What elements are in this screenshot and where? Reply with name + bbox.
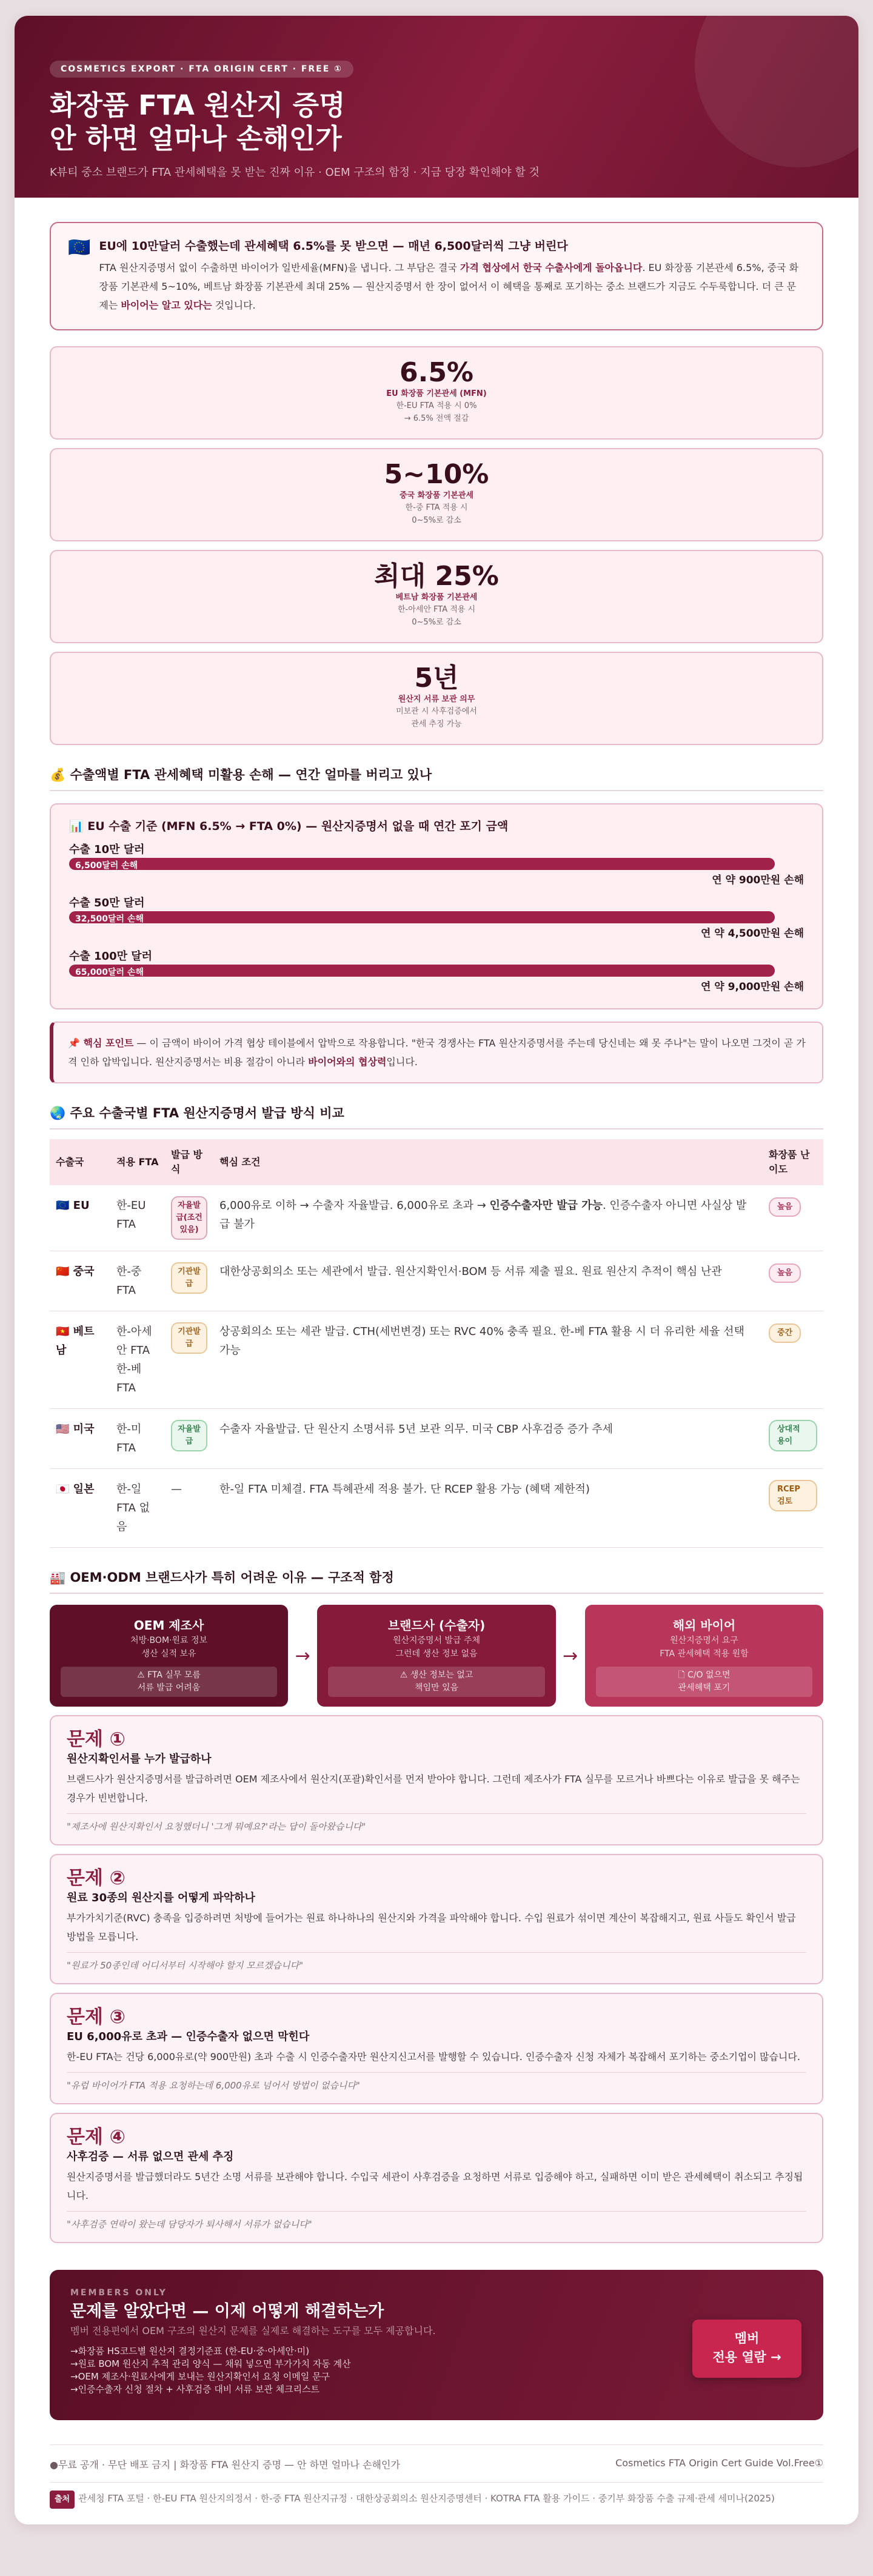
- table-header: 핵심 조건: [219, 1156, 261, 1168]
- flow-box-desc: FTA 관세혜택 적용 원함: [660, 1649, 749, 1659]
- fta-cell: 한-아세안 FTA 한-베 FTA: [110, 1311, 165, 1409]
- stat-card: [50, 550, 823, 643]
- loss-row-label: 수출 10만 달러: [69, 843, 145, 856]
- method-pill: 기관발급: [171, 1322, 207, 1354]
- loss-row: [69, 843, 804, 888]
- stat-label: 베트남 화장품 기본관세: [395, 593, 478, 602]
- problem-number: 문제 ②: [67, 1867, 125, 1889]
- flow-box-title: OEM 제조사: [133, 1618, 204, 1633]
- problem-title: 원산지확인서를 누가 발급하나: [67, 1753, 212, 1765]
- alert-emphasis: 가격 협상에서 한국 수출사에게 돌아옵니다: [460, 262, 643, 273]
- footer: [50, 2444, 823, 2482]
- problem-number: 문제 ①: [67, 1728, 125, 1750]
- condition-cell: 상공회의소 또는 세관 발급. CTH(세번변경) 또는 RVC 40% 충족 필요. 한-베 FTA 활용 시 더 유리한 세율 선택 가능: [213, 1311, 763, 1409]
- country-cell: 🇺🇸 미국: [50, 1409, 110, 1469]
- main-content: [15, 198, 858, 2524]
- flow-box-oem: [50, 1605, 288, 1707]
- problem-desc: 부가가치기준(RVC) 충족을 입증하려면 처방에 들어가는 원료 하나하나의 원산지와 가격을 파악해야 합니다. 수입 원료가 섞이면 계산이 복잡해지고, 원료 사들도 확인서 발급 방법을 모릅니다.: [67, 1912, 796, 1942]
- table-header: 발급 방식: [171, 1149, 202, 1175]
- table-row: [50, 1251, 823, 1311]
- hero-banner: [15, 16, 858, 198]
- problem-quote: "제조사에 원산지확인서 요청했더니 '그게 뭐예요?'라는 답이 돌아왔습니다": [67, 1813, 806, 1833]
- source-line: [50, 2482, 823, 2524]
- stat-value: 최대 25%: [374, 561, 499, 592]
- cta-line: 전용 열람 →: [712, 2350, 781, 2364]
- condition-emphasis: 인증수출자만 발급 가능: [489, 1199, 603, 1212]
- hero-subtitle: K뷰티 중소 브랜드가 FTA 관세혜택을 못 받는 진짜 이유 · OEM 구조의 함정 · 지금 당장 확인해야 할 것: [50, 166, 540, 179]
- flow-chip-line: 관세혜택 포기: [678, 1683, 731, 1693]
- flow-box-brand: [317, 1605, 555, 1707]
- country-cell: 🇻🇳 베트남: [50, 1311, 110, 1409]
- stat-card: [50, 652, 823, 745]
- flow-box-chip: [328, 1667, 544, 1697]
- flow-box-desc: 처방·BOM·원료 정보: [130, 1636, 208, 1645]
- fta-comparison-table: [50, 1139, 823, 1548]
- condition-cell: 한-일 FTA 미체결. FTA 특혜관세 적용 불가. 단 RCEP 활용 가능 (혜택 제한적): [213, 1469, 763, 1548]
- source-text: 관세청 FTA 포털 · 한-EU FTA 원산지의정서 · 한-중 FTA 원산지규정 · 대한상공회의소 원산지증명센터 · KOTRA FTA 활용 가이드 · 중기부 화장품 수출 규제·관세 세미나(2025): [78, 2493, 775, 2504]
- problem-desc: 한-EU FTA는 건당 6,000유로(약 900만원) 초과 수출 시 인증수출자만 원산지신고서를 발행할 수 있습니다. 인증수출자 신청 자체가 복잡해서 포기하는 중소기업이 많습니다.: [67, 2051, 800, 2062]
- stat-note: 한-중 FTA 적용 시: [405, 503, 468, 512]
- supply-flow-diagram: [50, 1605, 823, 1707]
- stat-value: 5~10%: [384, 459, 489, 490]
- loss-row-label: 수출 50만 달러: [69, 897, 145, 909]
- loss-row: [69, 897, 804, 942]
- alert-text: 것입니다.: [212, 299, 256, 311]
- problem-quote: "원료가 50종인데 어디서부터 시작해야 할지 모르겠습니다": [67, 1952, 806, 1972]
- problem-desc: 브랜드사가 원산지증명서를 발급하려면 OEM 제조사에서 원산지(포괄)확인서를 먼저 받아야 합니다. 그런데 제조사가 FTA 실무를 모르거나 바쁘다는 이유로 발급을 못 해주는 경우가 빈번합니다.: [67, 1773, 800, 1804]
- loss-bar-text: 65,000달러 손해: [75, 968, 144, 977]
- loss-chart-box: [50, 803, 823, 1009]
- difficulty-cell: [763, 1409, 823, 1469]
- alert-text: FTA 원산지증명서 없이 수출하면 바이어가 일반세율(MFN)을 냅니다. 그 부담은 결국: [99, 262, 460, 273]
- loss-row-value: 연 약 900만원 손해: [712, 874, 804, 886]
- loss-bar: [69, 858, 775, 870]
- fta-cell: 한-일 FTA 없음: [110, 1469, 165, 1548]
- stat-note: 0~5%로 감소: [412, 516, 461, 525]
- problem-number: 문제 ④: [67, 2126, 125, 2148]
- cta-line: 멤버: [734, 2331, 760, 2346]
- problem-card: [50, 1993, 823, 2104]
- stat-card: [50, 448, 823, 541]
- stat-label: 원산지 서류 보관 의무: [398, 695, 475, 704]
- table-header: 적용 FTA: [116, 1156, 159, 1168]
- table-row: [50, 1469, 823, 1548]
- table-row: [50, 1185, 823, 1251]
- section-title-loss: 💰 수출액별 FTA 관세혜택 미활용 손해 — 연간 얼마를 버리고 있나: [50, 766, 823, 791]
- problem-title: 원료 30종의 원산지를 어떻게 파악하나: [67, 1892, 255, 1904]
- problem-card: [50, 2113, 823, 2243]
- difficulty-badge: RCEP 검토: [769, 1480, 817, 1511]
- members-view-button[interactable]: [692, 2320, 801, 2378]
- stat-note: 미보관 시 사후검증에서: [396, 707, 477, 716]
- loss-row-label: 수출 100만 달러: [69, 950, 153, 963]
- loss-row: [69, 950, 804, 995]
- flow-chip-line: ⚠ 생산 정보는 없고: [400, 1670, 473, 1680]
- table-header-row: [50, 1139, 823, 1185]
- difficulty-cell: [763, 1469, 823, 1548]
- flow-box-desc: 그런데 생산 정보 없음: [395, 1649, 478, 1659]
- members-title: 문제를 알았다면 — 이제 어떻게 해결하는가: [70, 2302, 384, 2321]
- country-cell: 🇨🇳 중국: [50, 1251, 110, 1311]
- flow-box-chip: [61, 1667, 277, 1697]
- difficulty-cell: [763, 1185, 823, 1251]
- list-item: →화장품 HS코드별 원산지 결정기준표 (한-EU·중·아세안·미): [70, 2346, 310, 2357]
- flow-box-desc: 원산지증명서 요구: [670, 1636, 738, 1645]
- condition-cell: 대한상공회의소 또는 세관에서 발급. 원산지확인서·BOM 등 서류 제출 필요. 원료 원산지 추적이 핵심 난관: [213, 1251, 763, 1311]
- members-banner: [50, 2270, 823, 2420]
- key-point-text: 입니다.: [386, 1056, 418, 1068]
- stat-card: [50, 346, 823, 440]
- method-cell: [165, 1251, 213, 1311]
- alert-text: . EU 화장품 기본관세 6.5%, 중국 화장품 기본관세 5~10%, 베트남 화장품 기본관세 최대 25% — 원산지증명서 한 장이 없어서 이 혜택을 통째로 포기하는 중소 브랜드가 지금도 수두룩합니다. 더 큰 문제는: [99, 262, 799, 311]
- flow-chip-line: 서류 발급 어려움: [137, 1683, 201, 1693]
- alert-emphasis: 바이어는 알고 있다는: [121, 299, 212, 311]
- members-kicker: MEMBERS ONLY: [70, 2288, 167, 2298]
- difficulty-cell: [763, 1251, 823, 1311]
- stat-value: 5년: [414, 663, 459, 694]
- difficulty-badge: 높음: [769, 1263, 801, 1283]
- country-cell: 🇯🇵 일본: [50, 1469, 110, 1548]
- problem-card: [50, 1854, 823, 1984]
- flow-chip-line: 책임만 있음: [414, 1683, 459, 1693]
- arrow-right-icon: →: [563, 1645, 578, 1667]
- footer-right: Cosmetics FTA Origin Cert Guide Vol.Free①: [615, 2457, 823, 2469]
- loss-bar-text: 32,500달러 손해: [75, 914, 144, 924]
- stat-note: 한-아세안 FTA 적용 시: [397, 605, 476, 614]
- fta-cell: 한-중 FTA: [110, 1251, 165, 1311]
- difficulty-cell: [763, 1311, 823, 1409]
- loss-row-value: 연 약 9,000만원 손해: [700, 981, 804, 993]
- method-pill: 기관발급: [171, 1262, 207, 1294]
- eu-flag-icon: 🇪🇺: [68, 237, 91, 258]
- stat-note: → 6.5% 전액 절감: [404, 414, 469, 423]
- alert-title: EU에 10만달러 수출했는데 관세혜택 6.5%를 못 받으면 — 매년 6,500달러씩 그냥 버린다: [99, 239, 568, 253]
- table-row: [50, 1311, 823, 1409]
- footer-left: ●무료 공개 · 무단 배포 금지 | 화장품 FTA 원산지 증명 — 안 하면 얼마나 손해인가: [50, 2459, 400, 2471]
- key-point-head: 📌 핵심 포인트: [68, 1037, 134, 1049]
- section-title-oem: 🏭 OEM·ODM 브랜드사가 특히 어려운 이유 — 구조적 함정: [50, 1568, 823, 1594]
- problem-title: EU 6,000유로 초과 — 인증수출자 없으면 막힌다: [67, 2030, 310, 2043]
- problem-quote: "유럽 바이어가 FTA 적용 요청하는데 6,000유로 넘어서 방법이 없습니다": [67, 2072, 806, 2092]
- title-line-2: 안 하면 얼마나 손해인가: [50, 122, 342, 155]
- source-tag: 출처: [50, 2491, 75, 2509]
- table-row: [50, 1409, 823, 1469]
- method-cell: [165, 1185, 213, 1251]
- method-cell: —: [165, 1469, 213, 1548]
- table-header: 화장품 난이도: [769, 1149, 810, 1175]
- list-item: →인증수출자 신청 절차 + 사후검증 대비 서류 보관 체크리스트: [70, 2384, 320, 2395]
- section-title-table: 🌏 주요 수출국별 FTA 원산지증명서 발급 방식 비교: [50, 1104, 823, 1129]
- page: [15, 16, 858, 2524]
- flow-box-buyer: [585, 1605, 823, 1707]
- table-header: 수출국: [56, 1156, 84, 1168]
- list-item: →원료 BOM 원산지 추적 관리 양식 — 채워 넣으면 부가가치 자동 계산: [70, 2358, 351, 2369]
- key-point-box: [50, 1022, 823, 1083]
- flow-box-chip: [596, 1667, 812, 1697]
- flow-box-desc: 생산 실적 보유: [141, 1649, 196, 1659]
- loss-bar: [69, 965, 775, 977]
- stat-note: 0~5%로 감소: [412, 618, 461, 627]
- loss-bar-text: 6,500달러 손해: [75, 861, 138, 871]
- title-line-1: 화장품 FTA 원산지 증명: [50, 89, 346, 121]
- alert-body: [99, 258, 805, 315]
- fta-cell: 한-미 FTA: [110, 1409, 165, 1469]
- condition-cell: [213, 1185, 763, 1251]
- loss-row-value: 연 약 4,500만원 손해: [700, 928, 804, 940]
- arrow-right-icon: →: [295, 1645, 310, 1667]
- stat-value: 6.5%: [399, 357, 474, 388]
- method-pill: 자율발급(조건있음): [171, 1196, 207, 1240]
- flow-chip-line: 🗋 C/O 없으면: [678, 1670, 731, 1680]
- problem-number: 문제 ③: [67, 2006, 125, 2028]
- stat-label: EU 화장품 기본관세 (MFN): [386, 389, 487, 398]
- loss-bar: [69, 911, 775, 923]
- difficulty-badge: 높음: [769, 1197, 801, 1217]
- flow-box-title: 브랜드사 (수출자): [387, 1618, 486, 1633]
- members-subtitle: 멤버 전용편에서 OEM 구조의 원산지 문제를 실제로 해결하는 도구를 모두 제공합니다.: [70, 2325, 436, 2337]
- hero-badge: COSMETICS EXPORT · FTA ORIGIN CERT · FREE ①: [50, 61, 353, 78]
- condition-text: . 인증수출자 아니면 사실상 발급 불가: [219, 1199, 747, 1231]
- list-item: →OEM 제조사·원료사에게 보내는 원산지확인서 요청 이메일 문구: [70, 2371, 330, 2382]
- stat-note: 한-EU FTA 적용 시 0%: [396, 401, 477, 410]
- stat-label: 중국 화장품 기본관세: [399, 491, 474, 500]
- key-point-emphasis: 바이어와의 협상력: [308, 1056, 387, 1068]
- difficulty-badge: 중간: [769, 1323, 801, 1343]
- flow-chip-line: ⚠ FTA 실무 모름: [137, 1670, 201, 1680]
- problem-quote: "사후검증 연락이 왔는데 담당자가 퇴사해서 서류가 없습니다": [67, 2211, 806, 2231]
- problem-title: 사후검증 — 서류 없으면 관세 추징: [67, 2150, 234, 2163]
- problem-card: [50, 1715, 823, 1845]
- difficulty-badge: 상대적 용이: [769, 1420, 817, 1451]
- key-point-text: — 이 금액이 바이어 가격 협상 테이블에서 압박으로 작용합니다. "한국 경쟁사는 FTA 원산지증명서를 주는데 당신네는 왜 못 주나"는 말이 나오면 그것이 곧 가격 인하 압박입니다. 원산지증명서는 비용 절감이 아니라: [68, 1037, 806, 1068]
- method-cell: [165, 1311, 213, 1409]
- stats-group: [50, 346, 823, 745]
- flow-box-desc: 원산지증명서 발급 주체: [392, 1636, 481, 1645]
- condition-cell: 수출자 자율발급. 단 원산지 소명서류 5년 보관 의무. 미국 CBP 사후검증 증가 추세: [213, 1409, 763, 1469]
- problem-desc: 원산지증명서를 발급했더라도 5년간 소명 서류를 보관해야 합니다. 수입국 세관이 사후검증을 요청하면 서류로 입증해야 하고, 실패하면 이미 받은 관세혜택이 취소되고 추징됩니다.: [67, 2171, 803, 2201]
- fta-cell: 한-EU FTA: [110, 1185, 165, 1251]
- loss-chart-title: 📊 EU 수출 기준 (MFN 6.5% → FTA 0%) — 원산지증명서 없을 때 연간 포기 금액: [69, 820, 509, 833]
- condition-text: 6,000유로 이하 → 수출자 자율발급. 6,000유로 초과 →: [219, 1199, 490, 1212]
- stat-note: 관세 추징 가능: [411, 720, 462, 729]
- alert-box: [50, 222, 823, 330]
- flow-box-title: 해외 바이어: [672, 1618, 736, 1633]
- country-cell: 🇪🇺 EU: [50, 1185, 110, 1251]
- method-cell: [165, 1409, 213, 1469]
- method-pill: 자율발급: [171, 1420, 207, 1451]
